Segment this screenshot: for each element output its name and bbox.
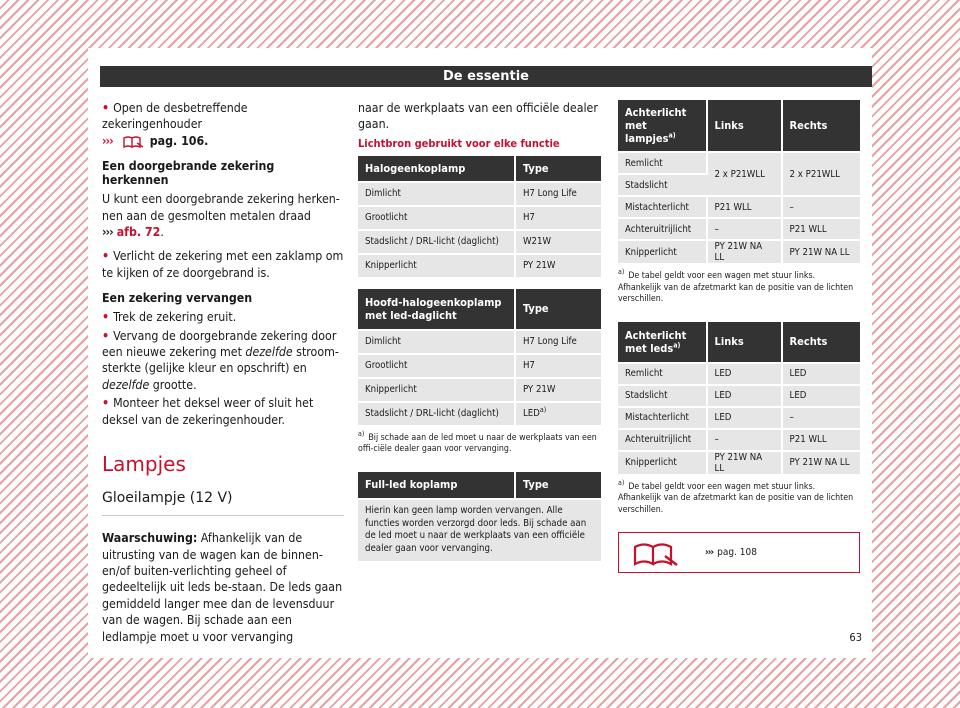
table-row: Remlicht 2 x P21WLL 2 x P21WLL [618,151,860,173]
table-full-led: Full-led koplamp Type Hierin kan geen lamp worden vervangen. Alle functies worden verzorgd door leds. Bij schade aan de led moet u naar de werkplaats van een officiële dealer gaan voor vervanging. [358,472,601,561]
table-row: Mistachterlicht LED – [618,406,860,428]
bullet-cover: • Monteer het deksel weer of sluit het deksel van de zekeringenhouder. [102,396,314,427]
column-left [102,100,344,653]
table-row: Knipperlicht PY 21W NA LL PY 21W NA LL [618,450,860,474]
page-ref[interactable]: pag. 106. [149,133,209,148]
table-row: Achteruitrijlicht – P21 WLL [618,428,860,450]
bullet-replace: • Vervang de doorgebrande zekering door een nieuwe zekering met dezelfde stroom-sterkte (gelijke kleur en opschrift) en dezelfde grootte. [102,328,339,392]
table-row: Dimlicht H7 Long Life [358,329,601,353]
subsection-title: Gloeilampje (12 V) [102,490,344,516]
book-icon [631,539,681,567]
bullet-pull: • Trek de zekering eruit. [102,310,237,325]
page [88,48,872,658]
table-row: Knipperlicht PY 21W [358,377,601,401]
table-rear-leds: Achterlicht met leds$^{a)}$ Links Rechts Remlicht LED LED Stadslicht LED LED Mistachterlicht LED – Achteruitrijlicht – P21 WLL Knipperlicht PY 21W NA LL PY 21W NA LL [618,322,860,474]
intro-text: naar de werkplaats van een officiële dealer gaan. [358,101,598,132]
bullet-open-holder: • Open de desbetreffende zekeringenhouder ››› pag. 106. [102,101,248,148]
table-row: Stadslicht [618,173,860,195]
table-halogen: Halogeenkoplamp Type Dimlicht H7 Long Life Grootlicht H7 Stadslicht / DRL-licht (daglicht) W21W Knipperlicht PY 21W [358,156,601,277]
heading-detect: Een doorgebrande zekering herkennen [102,159,275,188]
table-row: Stadslicht / DRL-licht (daglicht) W21W [358,229,601,253]
para-detect: U kunt een doorgebrande zekering herken-nen aan de gesmolten metalen draad ››› afb. 72. [102,192,340,240]
table-row: Grootlicht H7 [358,353,601,377]
bullet-dot: • [102,101,110,115]
table-row: Stadslicht LED LED [618,384,860,406]
warning-paragraph: Waarschuwing: Afhankelijk van de uitrusting van de wagen kan de binnen- en/of buiten-verlichting geheel of gedeeltelijk uit leds be-staan. De leds gaan gemiddeld langer mee dan de levensduur van de wagen. Bij schade aan een ledlampje moet u voor vervanging [102,531,343,644]
table-row: Mistachterlicht P21 WLL – [618,195,860,217]
table-row: Dimlicht H7 Long Life [358,181,601,205]
table-row: Remlicht LED LED [618,362,860,384]
footnote: $^{a)}$ De tabel geldt voor een wagen met stuur links. Afhankelijk van de afzetmarkt kan de positie van de lichten verschillen. [618,268,854,304]
table-row: Grootlicht H7 [358,205,601,229]
table-row: Knipperlicht PY 21W [358,253,601,277]
table-rear-bulbs: Achterlicht met lampjes$^{a)}$ Links Rechts Remlicht 2 x P21WLL 2 x P21WLL Stadslicht Mistachterlicht P21 WLL – Achteruitrijlicht – P21 WLL Knipperlicht PY 21W NA LL PY 21W NA LL [618,100,860,263]
table-halogen-led: Hoofd-halogeenkoplamp met led-daglicht Type Dimlicht H7 Long Life Grootlicht H7 Knipperlicht PY 21W Stadslicht / DRL-licht (daglicht) LED$^{a)}$ [358,289,601,425]
reference-box[interactable]: ››› pag. 108 [618,532,860,573]
footnote: $^{a)}$ Bij schade aan de led moet u naar de werkplaats van een offi-ciële dealer gaan voor vervanging. [358,429,597,455]
footnote: $^{a)}$ De tabel geldt voor een wagen met stuur links. Afhankelijk van de afzetmarkt kan de positie van de lichten verschillen. [618,478,854,515]
table-row: Stadslicht / DRL-licht (daglicht) LED$^{a)}$ [358,401,601,425]
table-row: Achteruitrijlicht – P21 WLL [618,217,860,239]
table-row: Knipperlicht PY 21W NA LL PY 21W NA LL [618,239,860,263]
section-title: Lampjes [102,452,186,477]
heading-replace: Een zekering vervangen [102,291,253,306]
column-middle [358,100,601,561]
page-ref[interactable]: pag. 108 [717,547,757,558]
bullet-flashlight: • Verlicht de zekering met een zaklamp om te kijken of ze doorgebrand is. [102,249,344,280]
page-number: 63 [849,631,862,644]
chevron-link[interactable]: ››› [102,133,113,148]
figure-link[interactable]: afb. 72 [116,225,161,240]
column-right [618,100,860,573]
table-caption: Lichtbron gebruikt voor elke functie [358,136,560,150]
book-icon [122,135,144,148]
page-header: De essentie [100,66,872,87]
